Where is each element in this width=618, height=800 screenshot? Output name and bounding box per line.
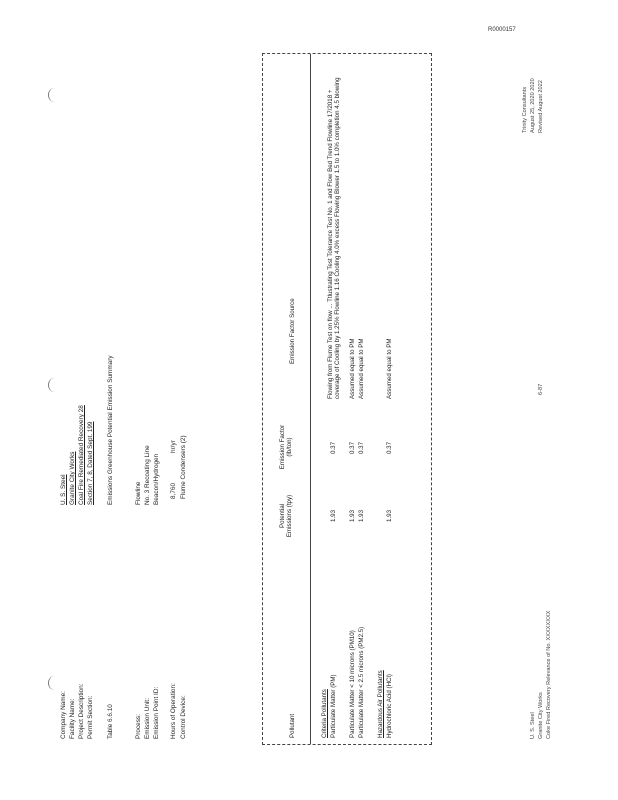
cell-pollutant: Hydrochloric Acid (HCl) [386,674,393,738]
hours-unit: hr/yr [170,440,177,453]
rotated-page [60,55,560,745]
page-number: 6-87 [538,383,544,395]
facility-label: Facility Name: [69,698,76,739]
footer-right-3: Revised August 2022 [538,80,544,133]
permit-label: Permit Section: [87,695,94,739]
process-label: Process: [135,714,142,739]
control-device-value: Flume Condensers (2) [180,435,187,499]
project-label: Project Description: [78,683,85,739]
company-value: U. S. Steel [60,474,67,505]
emission-point-label: Emission Point ID: [153,686,160,739]
cell-pollutant: Particulate Matter < 10 microns (PM10) [349,630,356,738]
facility-value: Granite City Works [69,451,76,505]
process-value: Flowline [135,481,142,505]
emissions-table [262,53,432,745]
cell-source: Assumed equal to PM [386,338,393,399]
table-title: Emissions Greenhouse Potential Emission Summary [107,355,114,505]
cell-pollutant: Particulate Matter (PM) [330,674,337,738]
cell-pollutant: Particulate Matter < 2.5 microns (PM2.5) [358,626,365,738]
cell-potential: 1.93 [349,509,356,522]
company-label: Company Name: [60,691,67,739]
footer-left-2: Granite City Works [538,692,544,739]
control-device-label: Control Device: [180,695,187,739]
footer-left-3: Coke Fired Recovery Relevance of No. XXXXXXXX [546,610,552,739]
hours-value: 8,760 [170,483,177,499]
bates-number: R0000157 [488,27,516,33]
footer-left-1: U. S. Steel [530,712,536,739]
cell-source: Assumed equal to PM [358,338,365,399]
emission-point-value: Beacon/Hydrogen [153,453,160,505]
header-factor: Emission Factor (lb/ton) [279,424,294,470]
table-number: Table 6.6.10 [107,704,114,739]
cell-factor: 0.37 [386,441,393,454]
cell-factor: 0.37 [330,441,337,454]
cell-potential: 1.93 [386,509,393,522]
emission-unit-value: No. 3 Recoating Line [144,445,151,505]
emission-unit-label: Emission Unit: [144,698,151,739]
header-pollutant: Pollutant [289,713,296,738]
section-label: Criteria Pollutants [321,689,328,738]
cell-potential: 1.93 [330,509,337,522]
permit-value: Section 7, 8, Dated Sept. 199 [87,421,94,505]
cell-potential: 1.93 [358,509,365,522]
project-value: Coal Fire Remediated Recovery 28 [78,405,85,505]
footer-right-1: Trinity Consultants [522,86,528,133]
cell-source: Flowing from Flume Test on flow ... Ttlustrating Test Tolerance Test No. 1 and Flow Bed Trend Flowline 17/2018 + coverage of Cooling by 1.25% Flowline 1.16 Cooling 4.0% excess Flowing Blower 1.5 to 1.0% completion 4.5 blowing [327,77,342,399]
cell-source: Assumed equal to PM [349,338,356,399]
cell-factor: 0.37 [358,441,365,454]
header-potential: Potential Emissions (tpy) [279,494,294,538]
hours-label: Hours of Operation: [170,683,177,739]
section-label: Hazardous Air Pollutants [377,670,384,738]
header-source: Emission Factor Source [289,298,296,364]
header-divider [310,54,311,744]
cell-factor: 0.37 [349,441,356,454]
footer-right-2: August 25, 2020 2020 [530,78,536,133]
